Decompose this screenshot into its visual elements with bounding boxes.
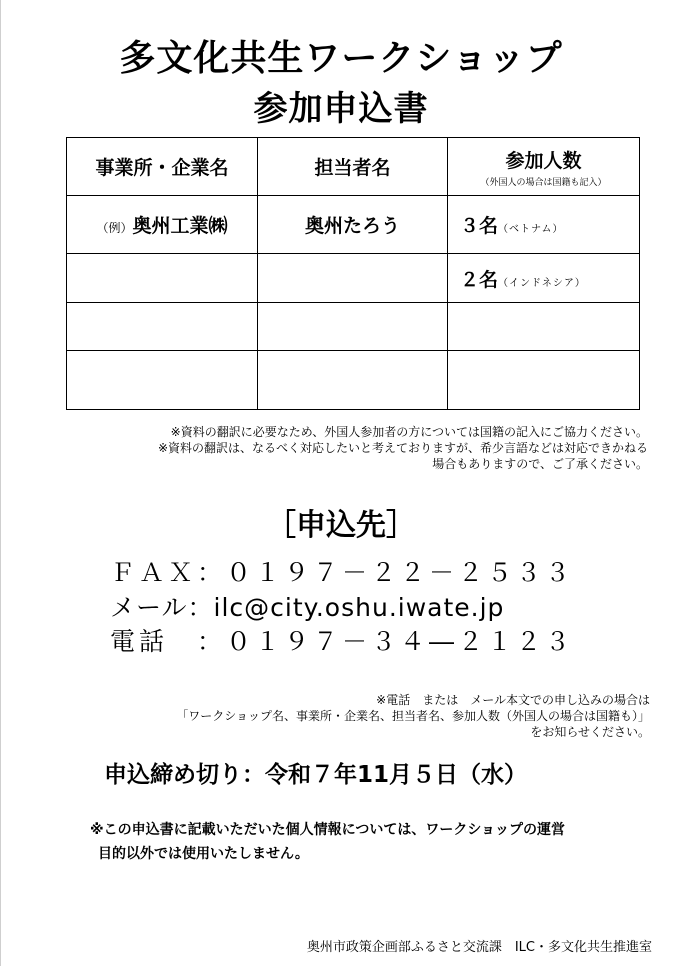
destination-heading: ［申込先］ — [266, 508, 416, 543]
example-country-1: （ベトナム） — [498, 224, 564, 235]
example-country-2: （インドネシア） — [498, 277, 586, 289]
example-count-2: ２名 — [460, 268, 499, 291]
note-line: 「ワークショップ名、事業所・企業名、担当者名、参加人数（外国人の場合は国籍も）」 — [176, 709, 650, 723]
note-line: ※資料の翻訳は、なるべく対応したいと考えておりますが、希少言語などは対応できかねる — [157, 441, 648, 455]
privacy-line: 目的以外では使用いたしません。 — [98, 846, 309, 862]
person-cell[interactable] — [258, 303, 448, 351]
footer-department: 奥州市政策企画部ふるさと交流課 ILC・多文化共生推進室 — [306, 940, 652, 955]
example-person-cell[interactable] — [258, 196, 448, 254]
tel-line: 電話 ：０１９７－３４―２１２３ — [110, 627, 575, 656]
deadline: 申込締め切り：令和７年11月５日（水） — [104, 762, 528, 788]
note-line: ※電話 または メール本文での申し込みの場合は — [376, 693, 650, 707]
application-table — [66, 137, 640, 410]
example-company: 奥州工業㈱ — [132, 215, 228, 237]
privacy-note — [90, 818, 565, 866]
example-prefix: （例） — [96, 221, 133, 235]
company-cell[interactable] — [67, 303, 258, 351]
note-line: をお知らせください。 — [530, 725, 650, 739]
table-row — [67, 351, 640, 410]
page-subtitle: 参加申込書 — [253, 89, 429, 129]
page-edge — [0, 0, 1, 966]
fax-line: ＦＡＸ：０１９７－２２－２５３３ — [110, 558, 575, 587]
header-count — [448, 138, 640, 196]
table-header-row — [67, 138, 640, 196]
count-cell[interactable] — [448, 254, 640, 303]
company-cell[interactable] — [67, 254, 258, 303]
example-count-cell[interactable] — [448, 196, 640, 254]
table-row — [67, 254, 640, 303]
example-company-cell[interactable] — [67, 196, 258, 254]
header-count-note: （外国人の場合は国籍も記入） — [480, 177, 607, 188]
person-cell[interactable] — [258, 254, 448, 303]
example-person: 奥州たろう — [304, 215, 400, 237]
note-line: 場合もありますので、ご了承ください。 — [432, 457, 648, 471]
header-company: 事業所・企業名 — [67, 138, 258, 196]
page-title: 多文化共生ワークショップ — [119, 38, 563, 79]
table-row — [67, 303, 640, 351]
header-person: 担当者名 — [258, 138, 448, 196]
privacy-line: ※この申込書に記載いただいた個人情報については、ワークショップの運営 — [90, 822, 566, 838]
mail-line[interactable]: メール：ilc@city.oshu.iwate.jp — [110, 593, 505, 622]
table-row — [67, 196, 640, 254]
contact-note — [176, 692, 650, 740]
count-cell[interactable] — [448, 303, 640, 351]
note-line: ※資料の翻訳に必要なため、外国人参加者の方については国籍の記入にご協力ください。 — [170, 425, 648, 439]
company-cell[interactable] — [67, 351, 258, 410]
count-cell[interactable] — [448, 351, 640, 410]
translation-notes — [158, 424, 648, 472]
person-cell[interactable] — [258, 351, 448, 410]
header-count-label: 参加人数 — [505, 149, 582, 172]
example-count-1: ３名 — [460, 215, 499, 237]
